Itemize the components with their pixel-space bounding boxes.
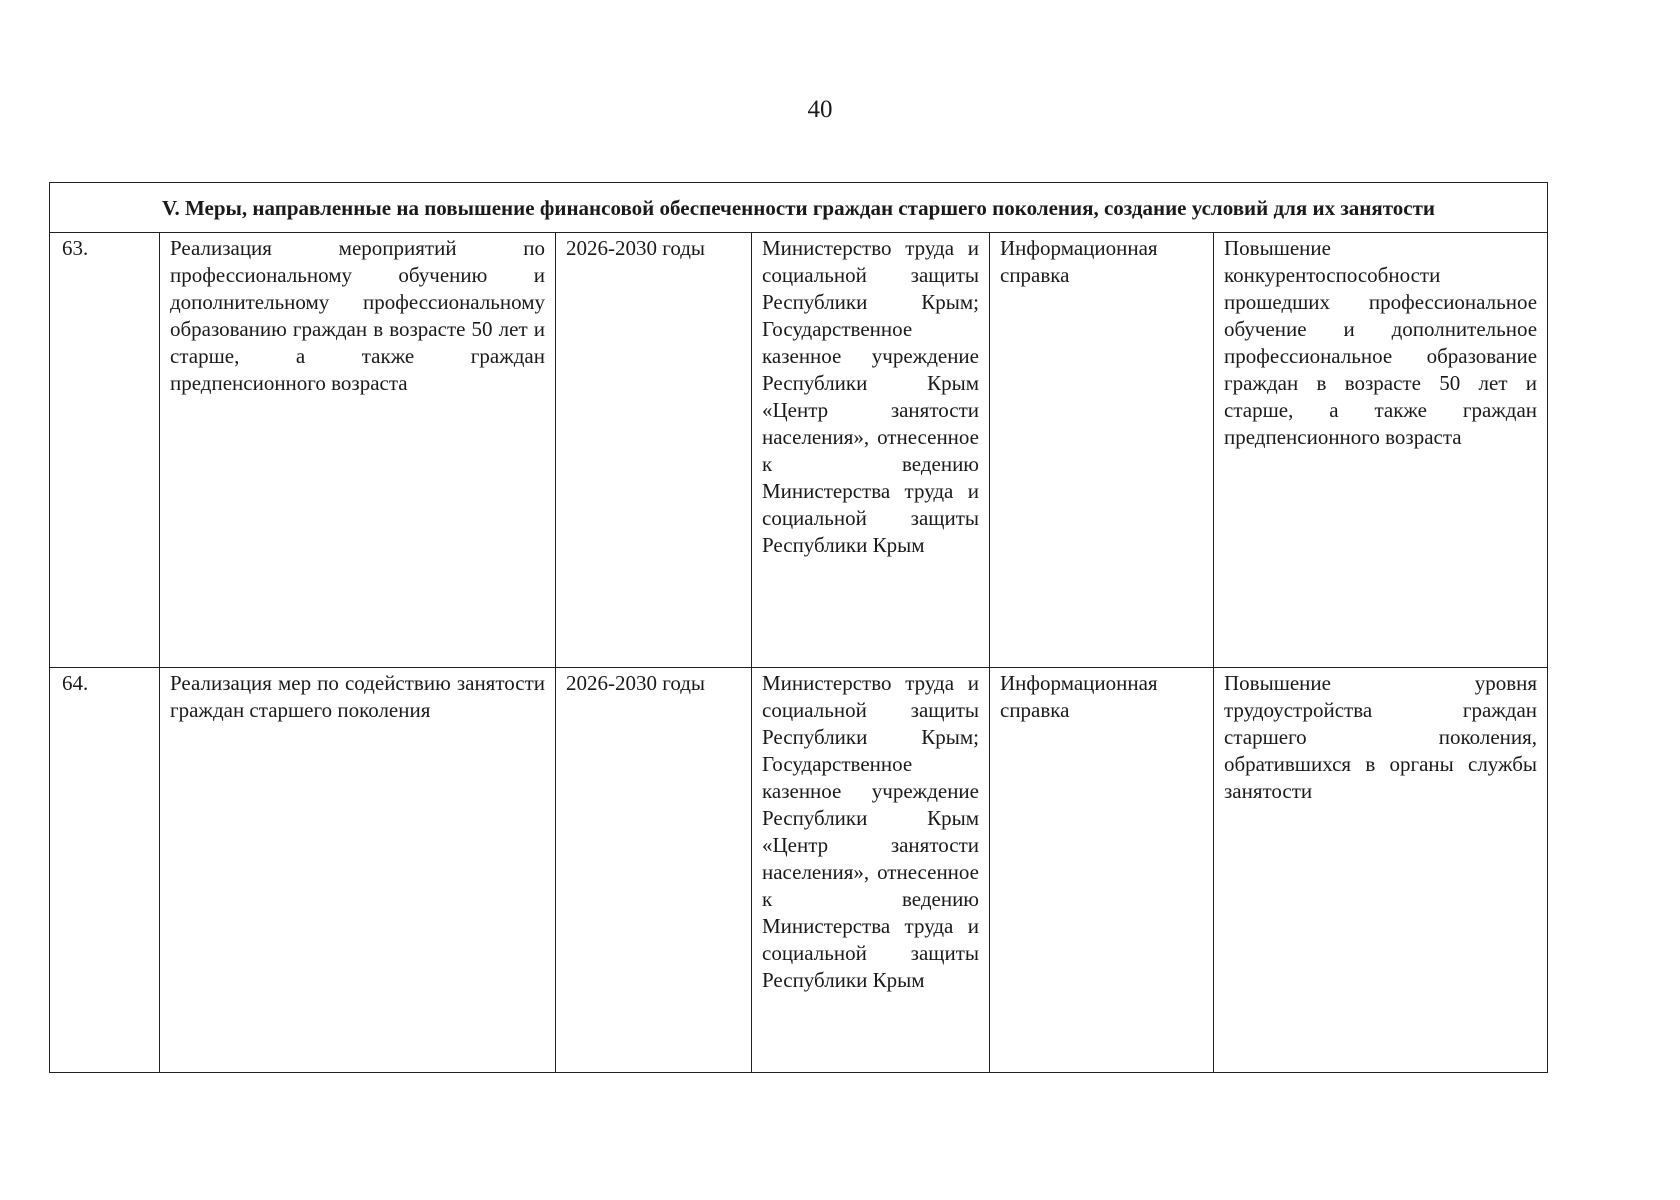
executors-cell: Министерство труда и социальной защиты Республики Крым; Государственное казенное учреждение Республики Крым «Центр занятости населения», отнесенное к ведению Министерства труда и социальной защиты Республики Крым: [752, 233, 990, 668]
measure-cell: Реализация мероприятий по профессиональному обучению и дополнительному профессиональному образованию граждан в возрасте 50 лет и старше, а также граждан предпенсионного возраста: [160, 233, 556, 668]
row-number: 64.: [50, 668, 160, 1073]
expected-result-cell: Повышение конкурентоспособности прошедших профессиональное обучение и дополнительное профессиональное образование граждан в возрасте 50 лет и старше, а также граждан предпенсионного возраста: [1214, 233, 1548, 668]
table-row: [50, 233, 1548, 668]
period-cell: 2026-2030 годы: [556, 233, 752, 668]
page-number: 40: [807, 96, 833, 123]
expected-result-cell: Повышение уровня трудоустройства граждан старшего поколения, обратившихся в органы службы занятости: [1214, 668, 1548, 1073]
measures-table: [49, 182, 1548, 1073]
period-cell: 2026-2030 годы: [556, 668, 752, 1073]
measure-cell: Реализация мер по содействию занятости граждан старшего поколения: [160, 668, 556, 1073]
table-row: [50, 668, 1548, 1073]
report-form-cell: Информационная справка: [990, 668, 1214, 1073]
section-title: V. Меры, направленные на повышение финансовой обеспеченности граждан старшего поколения, создание условий для их занятости: [50, 183, 1548, 233]
executors-cell: Министерство труда и социальной защиты Республики Крым; Государственное казенное учреждение Республики Крым «Центр занятости населения», отнесенное к ведению Министерства труда и социальной защиты Республики Крым: [752, 668, 990, 1073]
row-number: 63.: [50, 233, 160, 668]
report-form-cell: Информационная справка: [990, 233, 1214, 668]
section-header-row: [50, 183, 1548, 233]
